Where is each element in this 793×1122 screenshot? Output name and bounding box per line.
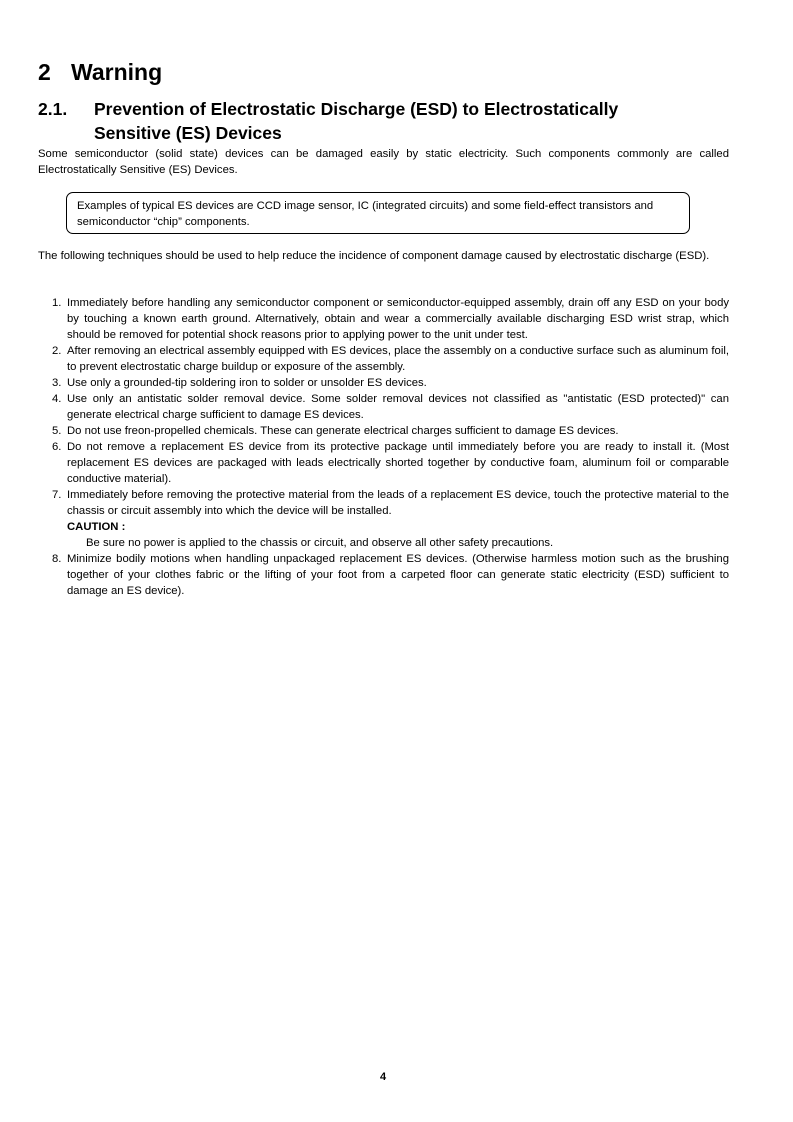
section-number: 2 xyxy=(38,59,51,85)
techniques-intro-paragraph: The following techniques should be used to help reduce the incidence of component damage caused by electrostatic discharge (ESD). xyxy=(38,250,710,262)
list-item xyxy=(52,423,729,439)
list-item xyxy=(52,487,729,551)
list-item-text: After removing an electrical assembly equipped with ES devices, place the assembly on a conductive surface such as aluminum foil, to prevent electrostatic charge buildup or exposure of the assembly. xyxy=(67,345,729,373)
list-item-number: 4. xyxy=(52,393,62,405)
list-item-text: Use only a grounded-tip soldering iron to solder or unsolder ES devices. xyxy=(67,377,427,389)
caution-text: Be sure no power is applied to the chassis or circuit, and observe all other safety precautions. xyxy=(86,537,554,549)
subsection-title: Prevention of Electrostatic Discharge (ESD) to Electrostatically Sensitive (ES) Devices xyxy=(94,99,619,143)
list-item-text: Do not remove a replacement ES device from its protective package until immediately before you are ready to install it. (Most replacement ES devices are packaged with leads electrically shorted together by conductive foam, aluminum foil or comparable conductive material). xyxy=(67,441,729,485)
list-item-number: 2. xyxy=(52,345,62,357)
list-item-text: Minimize bodily motions when handling unpackaged replacement ES devices. (Otherwise harmless motion such as the brushing together of your clothes fabric or the lifting of your foot from a carpeted floor can generate static electricity (ESD) sufficient to damage an ES device). xyxy=(67,553,729,597)
list-item-number: 3. xyxy=(52,377,62,389)
list-item-text: Immediately before removing the protective material from the leads of a replacement ES device, touch the protective material to the chassis or circuit assembly into which the device will be installed. xyxy=(67,489,729,517)
subsection-number: 2.1. xyxy=(38,99,68,119)
page-number: 4 xyxy=(379,1071,387,1083)
list-item xyxy=(52,343,729,375)
list-item-number: 1. xyxy=(52,297,62,309)
caution-label: CAUTION : xyxy=(67,521,126,533)
list-item xyxy=(52,551,729,599)
examples-callout-text: Examples of typical ES devices are CCD image sensor, IC (integrated circuits) and some field-effect transistors and semiconductor “chip” components. xyxy=(77,200,654,228)
list-item xyxy=(52,391,729,423)
list-item-text: Do not use freon-propelled chemicals. These can generate electrical charges sufficient to damage ES devices. xyxy=(67,425,619,437)
list-item-text: Immediately before handling any semiconductor component or semiconductor-equipped assembly, drain off any ESD on your body by touching a known earth ground. Alternatively, obtain and wear a commercially available discharging ESD wrist strap, which should be removed for potential shock reasons prior to applying power to the unit under test. xyxy=(67,297,729,341)
list-item xyxy=(52,439,729,487)
list-item-text: Use only an antistatic solder removal device. Some solder removal devices not classified as "antistatic (ESD protected)" can generate electrical charge sufficient to damage ES devices. xyxy=(67,393,729,421)
intro-paragraph: Some semiconductor (solid state) devices can be damaged easily by static electricity. Such components commonly are called Electrostatically Sensitive (ES) Devices. xyxy=(38,148,729,176)
list-item-number: 6. xyxy=(52,441,62,453)
section-heading xyxy=(38,58,162,86)
technique-list xyxy=(52,295,729,599)
section-title: Warning xyxy=(71,59,163,85)
list-item xyxy=(52,295,729,343)
list-item xyxy=(52,375,729,391)
list-item-number: 5. xyxy=(52,425,62,437)
list-item-number: 8. xyxy=(52,553,62,565)
list-item-number: 7. xyxy=(52,489,62,501)
examples-callout-box xyxy=(66,192,690,234)
